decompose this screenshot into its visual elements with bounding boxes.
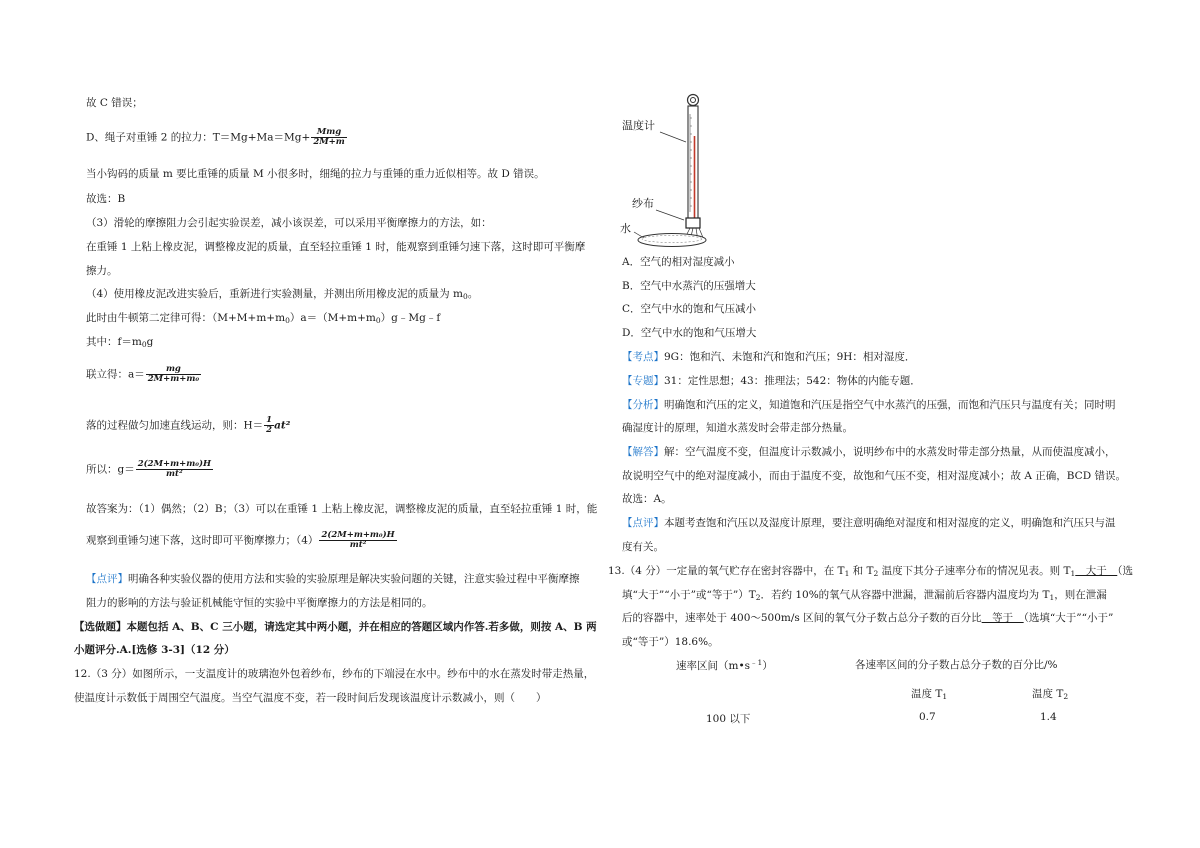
text-segment: ．若约 10%的氧气从容器中泄漏，泄漏前后容器内温度均为 T [760,589,1050,601]
text-line: 在重锤 1 上粘上橡皮泥，调整橡皮泥的质量，直至轻拉重锤 1 时，能观察到重锤匀速下落，这时即可平衡摩 [86,241,586,253]
text-segment: 温度下其分子速率分布的情况见表。则 T [878,565,1071,577]
formula-text: at² [274,419,291,432]
superscript: ﹣1 [750,658,763,667]
fraction-denominator: mt² [136,469,213,479]
question-text: 使温度计示数低于周围空气温度。当空气温度不变，若一段时间后发现该温度计示数减小，则（ ） [74,692,547,704]
text-segment: （4）使用橡皮泥改进实验后，重新进行实验测量，并测出所用橡皮泥的质量为 m [86,288,463,300]
text-line-formula [86,365,201,384]
text-line [86,311,440,328]
text-segment: 其中：f＝m [86,336,142,348]
formula-text: 落的过程做匀加速直线运动，则：H＝ [86,419,264,432]
fraction [136,460,213,479]
question-text: 12.（3 分）如图所示，一支温度计的玻璃泡外包着纱布，纱布的下端浸在水中。纱布中的水在蒸发时带走热量， [74,668,595,680]
text-line: 阻力的影响的方法与验证机械能守恒的实验中平衡摩擦力的方法是相同的。 [86,597,433,609]
formula-text: 观察到重锤匀速下落，这时即可平衡摩擦力；（4） [86,534,319,547]
knowledge-point [622,350,915,364]
comment-tag: 【点评】 [86,573,128,585]
answer-blank: 等于 [981,612,1024,624]
fraction-numerator: 1 [266,415,273,425]
text-line: 故 C 错误； [86,97,143,109]
fraction-numerator: 2(2M+m+m₀)H [321,530,395,540]
option-c: C．空气中水的饱和气压减小 [622,303,757,315]
text-line [86,335,153,352]
text-line-formula [86,531,397,550]
subscript: 0 [285,316,290,325]
option-a: A．空气的相对湿度减小 [622,256,735,268]
subscript: 1 [942,692,948,701]
subscript: 0 [462,292,468,301]
subscript: 1 [844,569,850,578]
text-segment: 和 T [849,565,874,577]
text-segment: （选填“大于”“小于” [1023,612,1114,624]
text-segment: （选 [1117,565,1134,577]
comment-tag: 【点评】 [622,517,664,529]
fraction-numerator: Mmg [316,127,342,137]
text-line-formula [86,128,347,147]
subscript: 1 [1049,593,1055,602]
knowledge-text: 9G：饱和汽、未饱和汽和饱和汽压；9H：相对湿度． [664,351,916,363]
gauze-label: 纱布 [632,197,654,210]
topic-text: 31：定性思想；43：推理法；542：物体的内能专题． [664,375,921,387]
question-13-line2 [622,588,1107,605]
fraction-numerator: 2(2M+m+m₀)H [137,459,212,469]
knowledge-tag: 【考点】 [622,351,664,363]
formula-text: 所以：g＝ [86,463,135,476]
table-header-t1 [911,686,947,701]
text-line-formula [86,416,290,435]
header-text: 温度 T [1032,688,1064,700]
header-text: ） [762,660,773,672]
option-d: D．空气中水的饱和气压增大 [622,327,757,339]
analysis-continued: 确湿度计的原理，知道水蒸发时会带走部分热量。 [622,422,853,434]
text-segment: 后的容器中，速率处于 400～500m/s 区间的氧气分子数占总分子数的百分比 [622,612,982,624]
formula-text: 联立得：a＝ [86,368,145,381]
section-heading: 【选做题】本题包括 A、B、C 三小题，请选定其中两小题，并在相应的答题区域内作答.若多做，则按 A、B 两 [74,621,597,633]
header-text: 温度 T [911,688,943,700]
table-cell: 100 以下 [706,713,751,725]
comment-line [86,572,580,586]
text-line: 故答案为：（1）偶然；（2）B；（3）可以在重锤 1 上粘上橡皮泥，调整橡皮泥的质量，直至轻拉重锤 1 时，能 [86,503,598,515]
text-line: （3）滑轮的摩擦阻力会引起实验误差，减小该误差，可以采用平衡摩擦力的方法，如： [86,217,492,229]
solution-answer: 故选：A。 [622,493,672,505]
fraction-denominator: 2 [266,425,273,435]
header-text: 速率区间（m•s [676,660,751,672]
solution-text: 解：空气温度不变，但温度计示数减小，说明纱布中的水蒸发时带走部分热量，从而使温度减小， [664,446,1116,458]
subscript: 1 [1070,569,1076,578]
solution-continued: 故说明空气中的绝对湿度减小，而由于温度不变，故饱和气压不变，相对湿度减小；故 A 正确，BCD 错误。 [622,470,1126,482]
fraction [146,365,201,384]
answer-blank: 大于 [1075,565,1118,577]
topic-tag: 【专题】 [622,375,664,387]
analysis-text: 明确饱和汽压的定义，知道饱和汽压是指空气中水蒸汽的压强，而饱和汽压只与温度有关；同时明 [664,399,1116,411]
fraction [311,128,346,147]
water-label: 水 [620,222,631,235]
comment-continued: 度有关。 [622,541,664,553]
fraction [264,416,274,435]
fraction-denominator: 2M+m+m₀ [147,374,200,384]
text-segment: ）g﹣Mg﹣f [380,312,441,324]
thermometer-figure [620,92,730,252]
text-line: 当小钩码的质量 m 要比重锤的质量 M 小很多时，细绳的拉力与重锤的重力近似相等。故 D 错误。 [86,168,545,180]
solution-tag: 【解答】 [622,446,664,458]
thermometer-diagram [620,92,730,252]
text-segment: g [146,336,154,348]
table-header-t2 [1032,686,1068,701]
analysis-tag: 【分析】 [622,399,664,411]
table-header-speed [676,657,773,673]
question-13-line4: 或“等于”）18.6%。 [622,636,719,648]
text-segment: 此时由牛顿第二定律可得：（M+M+m+m [86,312,286,324]
solution [622,445,1116,459]
text-segment: ，则在泄漏 [1054,589,1107,601]
formula-text: D、绳子对重锤 2 的拉力：T＝Mg+Ma＝Mg+ [86,131,311,144]
thermometer-label: 温度计 [622,119,655,132]
subscript: 2 [755,593,761,602]
fraction-denominator: 2M+m [313,137,345,147]
fraction-denominator: mt² [319,540,396,550]
option-b: B．空气中水蒸汽的压强增大 [622,280,756,292]
text-line [86,287,478,304]
text-line: 故选：B [86,193,126,205]
table-cell: 1.4 [1040,711,1057,723]
text-line: 擦力。 [86,265,118,277]
table-cell: 0.7 [919,711,936,723]
text-segment: 13.（4 分）一定量的氧气贮存在密封容器中，在 T [608,565,845,577]
comment [622,516,1116,530]
analysis [622,398,1116,412]
fraction [319,531,396,550]
subscript: 2 [1063,692,1069,701]
subscript: 0 [375,316,381,325]
subscript: 0 [141,340,147,349]
table-header-percentage: 各速率区间的分子数占总分子数的百分比/% [855,659,1058,671]
section-heading: 小题评分.A.[选修 3-3]（12 分） [74,644,235,656]
question-13-line3 [622,611,1113,625]
text-line-formula [86,460,213,479]
fraction-numerator: mg [165,364,181,374]
text-segment: 填“大于”“小于”或“等于”）T [622,589,756,601]
subscript: 2 [873,569,879,578]
comment-text: 明确各种实验仪器的使用方法和实验的实验原理是解决实验问题的关键，注意实验过程中平衡摩擦 [128,573,580,585]
comment-text: 本题考查饱和汽压以及湿度计原理，要注意明确绝对湿度和相对湿度的定义，明确饱和汽压只与温 [664,517,1116,529]
question-13-line1 [608,564,1133,581]
topic [622,374,921,388]
text-segment: 。 [467,288,479,300]
text-segment: ）a＝（M+m+m [289,312,376,324]
